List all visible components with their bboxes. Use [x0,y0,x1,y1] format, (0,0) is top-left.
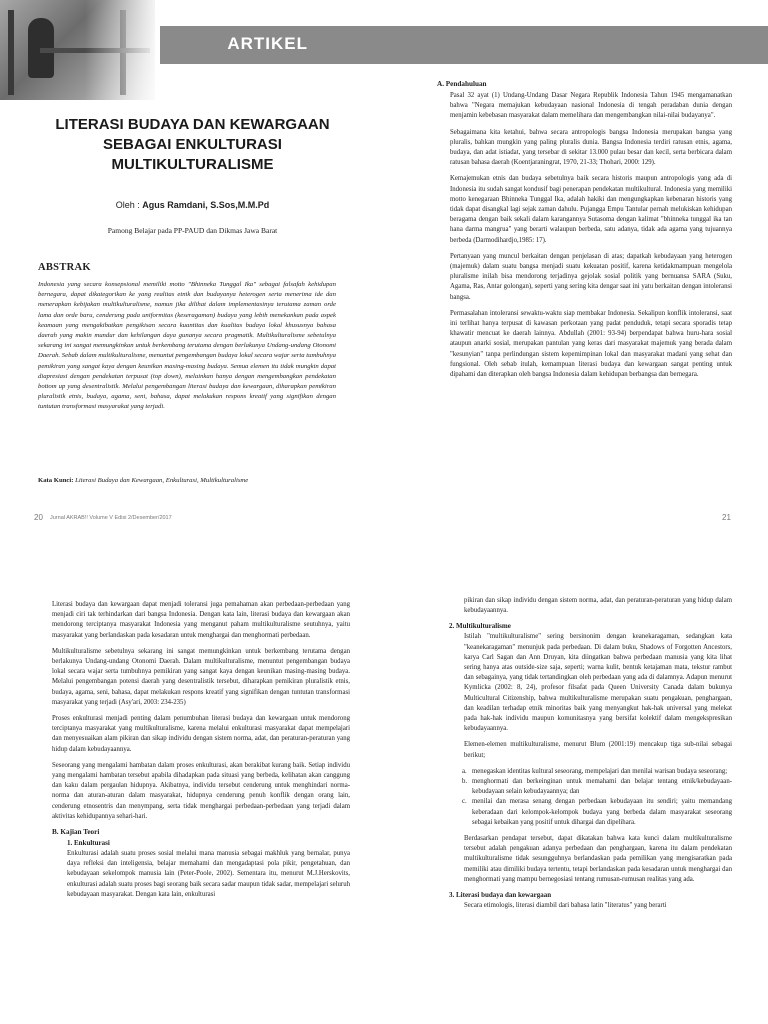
paragraph: Seseorang yang mengalami hambatan dalam proses enkulturasi, akan berakibat kurang baik. Setiap individu yang mengalami hambatan tersebut apabila dihadapkan pada situasi yang berbeda, kelihatan akan canggung dan kaku dalam pergaulan hidupnya. Akibatnya, individu tersebut cenderung untuk menghindari norma-norma dan aturan-aturan dalam masyarakat, hidupnya cenderung penuh konflik dengan orang lain, cenderung etnosentris dan menympang, serta tidak menghargai perbedaan-perbedaan yang terjadi dalam aktivitas kehidupannya sehari-hari. [52,761,350,820]
left-column [52,600,350,906]
list-item: c. menilai dan merasa senang dengan perbedaan kebudayaan itu sendiri; yaitu memandang keberadaan dari kelompok-kelompok budaya yang berbeda dalam masyarakat seseorang sebagai kebaikan yang positif untuk dihargai dan dipelihara. [462,798,732,826]
article-title: LITERASI BUDAYA DAN KEWARGAAN SEBAGAI ENKULTURASI MULTIKULTURALISME [55,116,330,173]
paragraph: Literasi budaya dan kewargaan dapat menjadi toleransi juga pemahaman akan perbedaan-perbedaan yang menjadi ciri tak terhindarkan dari bangsa Indonesia. Dengan kata lain, literasi budaya dan kewargaan akan mendorong terciptanya masyarakat Indonesia yang menganut paham multikulturalisme seutuhnya, yaitu masyarakat yang berlandaskan pada kesadaran untuk menghargai dan menghormati perbedaan. [52,601,350,639]
section-label: ARTIKEL [227,34,308,53]
list-item: b. menghormati dan berkeinginan untuk memahami dan belajar tentang etnik/kebudayaan-kebudayaan selain kebudayaannya; dan [462,778,732,796]
paragraph: Elemen-elemen multikulturalisme, menurut Blum (2001:19) mencakup tiga sub-nilai sebagai berikut; [464,741,732,759]
element-list [462,767,732,828]
author-affiliation: Pamong Belajar pada PP-PAUD dan Dikmas Jawa Barat [107,226,278,235]
paragraph: pikiran dan sikap individu dengan sistem norma, adat, dan peraturan-peraturan yang hidup dalam kebudayaannya. [464,597,732,615]
list-item: a. menegaskan identitas kultural seseorang, mempelajari dan menilai warisan budaya seseorang; [462,767,728,775]
section-header-bar [160,26,768,64]
section-heading: A. Pendahuluan [437,80,487,88]
paragraph: Berdasarkan pendapat tersebut, dapat dikatakan bahwa kata kunci dalam multikulturalisme tersebut adalah pengakuan adanya perbedaan dan penghargaan, karena itu dalam pendekatan multikulturalisme tidak sesungguhnya berlandaskan pada pemilikan yang mengisaratkan pada memiliki atau dimiliki budaya tertentu, tetapi berlandaskan pada kesadaran untuk menghargai dan menghormati yang mampu bernegosiasi tentang rumusan-rumusan realitas yang ada. [464,835,732,883]
abstract-heading: ABSTRAK [38,262,91,273]
photo-fade [85,0,155,100]
right-column [449,596,732,917]
keywords-label: Kata Kunci: [38,477,74,484]
subsection-heading: 1. Enkulturasi [67,839,110,848]
paragraph: Kemajemukan etnis dan budaya sebetulnya baik secara historis maupun antropologis yang ada di Indonesia itu sudah sangat kondusif bagi penerapan pendekatan multikultural. Indonesia yang memiliki motto kenegaraan Bhinneka Tunggal Ika, adalah hakiki dan mengungkapkan kebenaran historis yang tidak dapat disangkal lagi sejak zaman dahulu. Pujangga Empu Tantular pernah melukiskan kehidupan beragama dengan baik sekali dalam karangannya Sutasoma dengan kalimat "bhinneka tunggal ika tan hana darma mangrua" yang berarti walaupun berbeda, satu adanya, tidak ada agama yang tujuannya berbeda (Darmodihardjo,1985: 17). [450,175,732,244]
paragraph: Pertanyaan yang muncul berkaitan dengan penjelasan di atas; dapatkah kebudayaan yang heterogen (majemuk) dalam suatu bangsa menjadi suatu kekuatan positif, karena ketidakmampuan mengelola pluralisme inilah bisa mendorong terjadinya gejolak sosial politik yang bernuansa SARA (Suku, Agama, Ras, Antar golongan), seperti yang sering kita dengar saat ini yatu berkaitan dengan intoleransi bangsa. [450,252,732,301]
page-number-left: 20 [34,513,43,522]
section-heading: B. Kajian Teori [52,828,100,837]
page-22-23-top [0,592,768,1024]
author-byline [30,200,355,210]
paragraph: Permasalahan intoleransi sewaktu-waktu siap membakar Indonesia. Sekalipun konflik intoleransi, saat ini terlihat hanya terpusat di kawasan perkotaan yang padat penduduk, tetapi secara sporadis tetap khawatir mencuat ke daerah lainnya. Abdullah (2001: 93-94) berpendapat bahwa huru-hara sosial ataupun anarki sosial, merupakan pantulan yang keras dari masyarakat majemuk yang berada dalam "kesunyian" tanpa perlindungan sistem kepemimpinan lokal dan masyarakat madani yang sehat dan fungsional. Oleh sebab itulah, kemampuan literasi budaya dan kewargaan sangat penting untuk dipahami dan diterapkan oleh bangsa Indonesia dalam kehidupan berbangsa dan bernegara. [450,309,732,379]
paragraph: Pasal 32 ayat (1) Undang-Undang Dasar Negara Republik Indonesia Tahun 1945 mengamanatkan bahwa "Negara memajukan kebudayaan nasional Indonesia di tengah peradaban dunia dengan menjamin kebebasan masyarakat dalam memelihara dan mengembangkan nilai-nilai budayanya". [450,92,732,120]
header-photo [0,0,155,100]
paragraph: Multikulturalisme sebetulnya sekarang ini sangat memungkinkan untuk berkembang terutama dengan berlakunya Undang-undang Otonomi Daerah. Dalam multikulturalisme, menuntut pengembangan budaya lokal secara wajar serta tumbuhnya pemikiran yang sangat kaya dengan keunikan masing-masing budaya. Melalui pengembangan potensi daerah yang desentralistik tersebut, diharapkan pemikiran pluralistik etnis, budaya, agama, seni, bahasa, dapat melakukan respons kreatif yang signifikan dengan tuntutan transformasi masyarakat yang terjadi (Asy'ari, 2003: 234-235) [52,647,350,706]
author-name: Agus Ramdani, S.Sos,M.M.Pd [142,200,270,210]
paragraph: Enkulturasi adalah suatu proses sosial melalui mana manusia sebagai makhluk yang bernalar, punya daya refleksi dan inteligensia, belajar memahami dan mengadaptasi pola pikir, pengetahuan, dan kebudayaan sekelompok manusia lain (Peter-Poole, 2002). Sementara itu, menurut M.J.Herskovits, enkulturasi adalah suatu proses bagi seorang baik secara sadar maupun tidak sadar, mempelajari seluruh kebudayaan masyarakat. Dengan kata lain, enkulturasi [67,850,350,898]
author-prefix: Oleh : [115,200,140,210]
subsection-heading: 3. Literasi budaya dan kewargaan [449,891,552,900]
keywords [38,476,336,486]
keywords-value: Literasi Budaya dan Kewargaan, Enkulturasi, Multikulturalisme [75,477,249,484]
paragraph: Proses enkulturasi menjadi penting dalam penumbuhan literasi budaya dan kewargaan untuk mendorong terciptanya masyarakat yang multikulturalisme, karena melalui enkulturasi masyarakat dapat mempelajari dan menyesuaikan alam pikiran dan sikap individu dengan sistem norma, adat, dan peraturan-peraturan yang hidup dalam kebudayaannya. [52,715,350,753]
paragraph: Secara etimologis, literasi diambil dari bahasa latin "literatus" yang berarti [464,902,667,910]
subsection-heading: 2. Multikulturalisme [449,622,511,631]
journal-name: Jurnal AKRAB!! Volume V Edisi 2/Desember/2017 [50,515,172,521]
page-number-right: 21 [722,513,731,522]
paragraph: Sebagaimana kita ketahui, bahwa secara antropologis bangsa Indonesia merupakan bangsa yang pluralis, bahkan mungkin yang paling pluralis dunia. Bangsa Indonesia terdiri ratusan etnis, agama, budaya, dan adat istiadat, yang tersebar di sekitar 13.000 pulau besar dan kecil, serta berbicara dalam ratusan bahasa daerah (Koentjaraningrat, 1970, 21-33; Thohari, 2000: 129). [450,128,732,167]
loom-post [8,10,14,95]
paragraph: Istilah "multikulturalisme" sering bersinonim dengan keanekaragaman, sedangkan kata "keanekaragaman" menunjuk pada perbedaan. Di dalam buku, Shadows of Forgotten Ancestors, karya Carl Sagan dan Ann Druyan, kita diingatkan bahwa perbedaan manusia yang kita lihat sering hanya atas outside-size saja, seperti; warna kulit, bentuk ketajaman mata, tekstur rambut dan sebagainya, yang tidak tertandingkan oleh perbedaan yang ada di dalamnya. Adapun menurut Kymlicka (2002: 8, 24), profesor filsafat pada Queen University Canada dalam bukunya Multicultural Citizenship, bahwa multikulturalisme merupakan suatu pengakuan, penghargaan, dan keadilan terhadap etnik minoritas baik yang menyangkut hak-hak universal yang melekat pada hak-hak individu maupun komunitasnya yang bersifat kolektif dalam mengekspresikan kebudayaannya. [464,633,732,733]
intro-column [437,80,732,386]
abstract-body: Indonesia yang secara konsepsional memiliki motto "Bhinneka Tunggal Ika" sebagai falsafah kehidupan bernegara, dapat dikategorikan ke yang realitas etnik dan budayanya heterogen serta menerima ide dan menerapkan kebijakan multikulturalisme, namun jika dilihat dalam implementasinya terutama zaman orde lama dan orde baru, cenderung pada uniformitas (keseragaman) budaya yang lebih menekankan pada aspek keamaan yang mengakibatkan pengikisan secara kuantitas dan kualitas budaya lokal khususnya bahasa daerah yang makin mundur dan kehilangan daya gunanya secara pragmatik. Multikulturalisme sebetulnya sekarang ini sangat memungkinkan untuk berkembang terutama dengan berlakunya Undang-undang Otonomi Daerah. Sebab dalam multikulturalisme, menuntut pengembangan budaya lokal secara wajar serta tumbuhnya pemikiran yang sangat kaya dengan keunikan masing-masing budaya. Semua elemen itu tidak mungkin dapat diapresiasi dengan pendekatan terpusat (top down), melainkan hanya dengan mengembangkan pendekatan bottom up yang desentralistik. Melalui pengembangan literasi budaya dan kewargaan, diharapkan pemikiran pluralistik etnis, budaya, agama, seni, bahasa, dapat melakukan respons kreatif yang signifikan dengan tuntutan transformasi masyarakat yang terjadi. [38,281,336,411]
